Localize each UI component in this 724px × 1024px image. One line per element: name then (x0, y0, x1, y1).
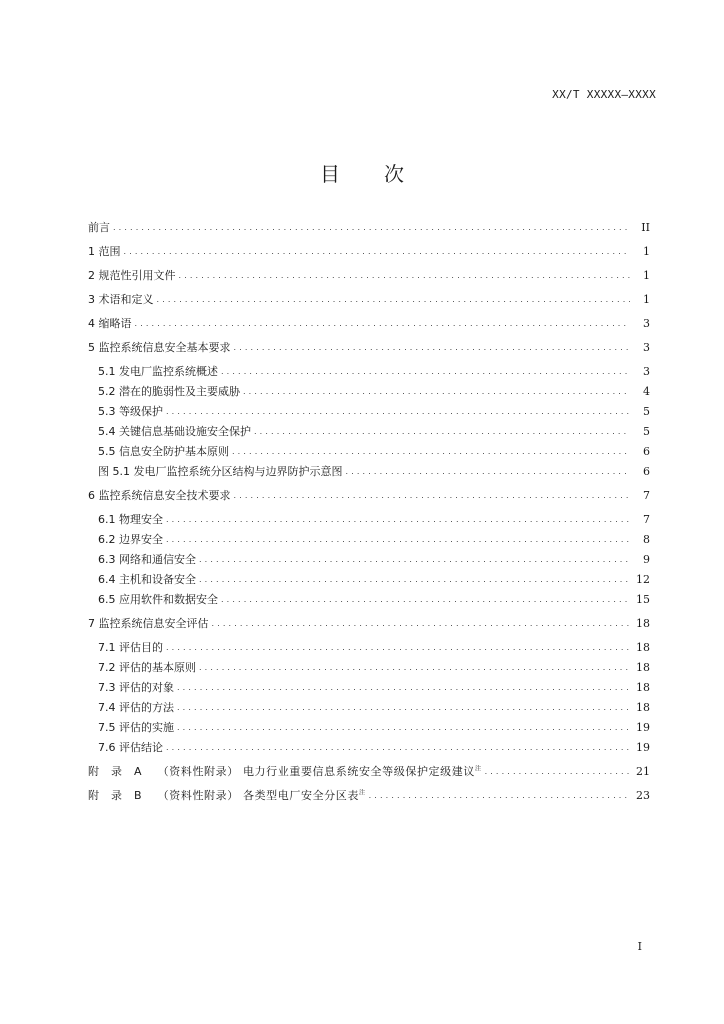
toc-entry-page: 3 (643, 341, 650, 354)
toc-entry-page: 6 (643, 445, 650, 458)
toc-entry-6-2[interactable] (88, 530, 650, 550)
toc-entry-label: 6.4 主机和设备安全 (98, 573, 196, 586)
toc-entry-figure-5-1[interactable] (88, 462, 650, 482)
toc-dot-leader (199, 658, 630, 678)
toc-dot-leader (199, 550, 630, 570)
toc-entry-5-3[interactable] (88, 402, 650, 422)
toc-entry-7-6[interactable] (88, 738, 650, 758)
toc-dot-leader (369, 786, 630, 806)
toc-entry-label: 5.2 潜在的脆弱性及主要威胁 (98, 385, 240, 398)
toc-entry-label: 7.6 评估结论 (98, 741, 163, 754)
toc-entry-label: 1 范围 (88, 245, 121, 258)
annex-prefix: 附录B (88, 789, 154, 802)
toc-entry-chapter-5[interactable] (88, 338, 650, 358)
toc-entry-6-4[interactable] (88, 570, 650, 590)
toc-entry-page: 19 (636, 721, 650, 734)
toc-entry-page: 8 (643, 533, 650, 546)
toc-entry-label: 6 监控系统信息安全技术要求 (88, 489, 231, 502)
toc-entry-label: 5.5 信息安全防护基本原则 (98, 445, 229, 458)
toc-entry-page: 1 (643, 269, 650, 282)
toc-entry-page: 1 (643, 293, 650, 306)
toc-dot-leader (166, 510, 630, 530)
toc-entry-page: 19 (636, 741, 650, 754)
toc-entry-page: 1 (643, 245, 650, 258)
toc-entry-page: 21 (636, 765, 650, 778)
toc-entry-page: 12 (636, 573, 650, 586)
toc-entry-label: 3 术语和定义 (88, 293, 154, 306)
toc-entry-chapter-3[interactable] (88, 290, 650, 310)
toc-dot-leader (113, 218, 630, 238)
toc-dot-leader (166, 402, 630, 422)
toc-entry-page: 9 (643, 553, 650, 566)
toc-entry-label: 2 规范性引用文件 (88, 269, 176, 282)
toc-entry-6-1[interactable] (88, 510, 650, 530)
toc-entry-page: 18 (636, 661, 650, 674)
toc-entry-5-2[interactable] (88, 382, 650, 402)
footer-page-number: I (637, 940, 642, 953)
annex-prefix: 附录A (88, 765, 154, 778)
toc-entry-label: 7.3 评估的对象 (98, 681, 174, 694)
toc-entry-label: 7.4 评估的方法 (98, 701, 174, 714)
toc-entry-page: 4 (643, 385, 650, 398)
toc-entry-chapter-4[interactable] (88, 314, 650, 334)
toc-entry-7-1[interactable] (88, 638, 650, 658)
toc-entry-5-4[interactable] (88, 422, 650, 442)
annex-title: 各类型电厂安全分区表 (242, 789, 359, 802)
toc-dot-leader (177, 698, 630, 718)
toc-entry-page: 5 (643, 425, 650, 438)
document-code: XX/T XXXXX—XXXX (552, 88, 656, 101)
toc-dot-leader (157, 290, 631, 310)
toc-entry-6-3[interactable] (88, 550, 650, 570)
toc-entry-page: 7 (643, 489, 650, 502)
toc-dot-leader (485, 762, 630, 782)
toc-entry-label: 6.3 网络和通信安全 (98, 553, 196, 566)
table-of-contents (88, 218, 650, 806)
toc-entry-label: 7 监控系统信息安全评估 (88, 617, 209, 630)
toc-entry-page: 15 (636, 593, 650, 606)
annex-title: 电力行业重要信息系统安全等级保护定级建议 (242, 765, 475, 778)
annex-note-mark: 注 (358, 789, 366, 797)
toc-dot-leader (179, 266, 631, 286)
toc-dot-leader (221, 590, 630, 610)
toc-dot-leader (166, 530, 630, 550)
annex-kind: （资料性附录） (157, 765, 239, 778)
toc-entry-label: 6.2 边界安全 (98, 533, 163, 546)
toc-entry-label: 7.5 评估的实施 (98, 721, 174, 734)
toc-dot-leader (199, 570, 630, 590)
toc-entry-label: 前言 (88, 221, 110, 234)
toc-entry-5-5[interactable] (88, 442, 650, 462)
toc-entry-page: 23 (636, 789, 650, 802)
toc-entry-label: 4 缩略语 (88, 317, 132, 330)
toc-entry-chapter-7[interactable] (88, 614, 650, 634)
toc-entry-page: 3 (643, 317, 650, 330)
toc-entry-label (88, 762, 485, 782)
toc-dot-leader (346, 462, 631, 482)
toc-entry-7-3[interactable] (88, 678, 650, 698)
toc-entry-page: 18 (636, 701, 650, 714)
toc-entry-label: 7.1 评估目的 (98, 641, 163, 654)
toc-entry-label: 5.4 关键信息基础设施安全保护 (98, 425, 251, 438)
toc-dot-leader (135, 314, 631, 334)
toc-entry-annex-b[interactable] (88, 786, 650, 806)
toc-entry-7-4[interactable] (88, 698, 650, 718)
toc-entry-page: 18 (636, 681, 650, 694)
toc-dot-leader (221, 362, 630, 382)
page-title: 目次 (320, 162, 448, 186)
toc-dot-leader (234, 338, 631, 358)
toc-entry-label: 7.2 评估的基本原则 (98, 661, 196, 674)
toc-entry-foreword[interactable] (88, 218, 650, 238)
toc-entry-label: 6.1 物理安全 (98, 513, 163, 526)
toc-dot-leader (212, 614, 631, 634)
toc-entry-label: 6.5 应用软件和数据安全 (98, 593, 218, 606)
toc-entry-label (88, 786, 369, 806)
toc-entry-chapter-1[interactable] (88, 242, 650, 262)
toc-dot-leader (254, 422, 630, 442)
toc-entry-6-5[interactable] (88, 590, 650, 610)
annex-kind: （资料性附录） (157, 789, 239, 802)
toc-dot-leader (243, 382, 630, 402)
toc-dot-leader (166, 638, 630, 658)
toc-entry-page: 5 (643, 405, 650, 418)
toc-entry-label: 5.1 发电厂监控系统概述 (98, 365, 218, 378)
toc-entry-chapter-6[interactable] (88, 486, 650, 506)
toc-entry-page: 7 (643, 513, 650, 526)
toc-entry-7-5[interactable] (88, 718, 650, 738)
toc-dot-leader (177, 718, 630, 738)
toc-entry-label: 5.3 等级保护 (98, 405, 163, 418)
toc-entry-page: II (641, 221, 650, 234)
toc-entry-label: 图 5.1 发电厂监控系统分区结构与边界防护示意图 (98, 465, 343, 478)
annex-note-mark: 注 (474, 765, 482, 773)
toc-entry-annex-a[interactable] (88, 762, 650, 782)
toc-dot-leader (124, 242, 631, 262)
toc-dot-leader (234, 486, 631, 506)
toc-entry-label: 5 监控系统信息安全基本要求 (88, 341, 231, 354)
toc-entry-page: 18 (636, 617, 650, 630)
toc-dot-leader (177, 678, 630, 698)
toc-entry-page: 6 (643, 465, 650, 478)
toc-entry-5-1[interactable] (88, 362, 650, 382)
toc-dot-leader (166, 738, 630, 758)
toc-dot-leader (232, 442, 630, 462)
toc-entry-page: 3 (643, 365, 650, 378)
toc-entry-chapter-2[interactable] (88, 266, 650, 286)
toc-entry-page: 18 (636, 641, 650, 654)
toc-entry-7-2[interactable] (88, 658, 650, 678)
